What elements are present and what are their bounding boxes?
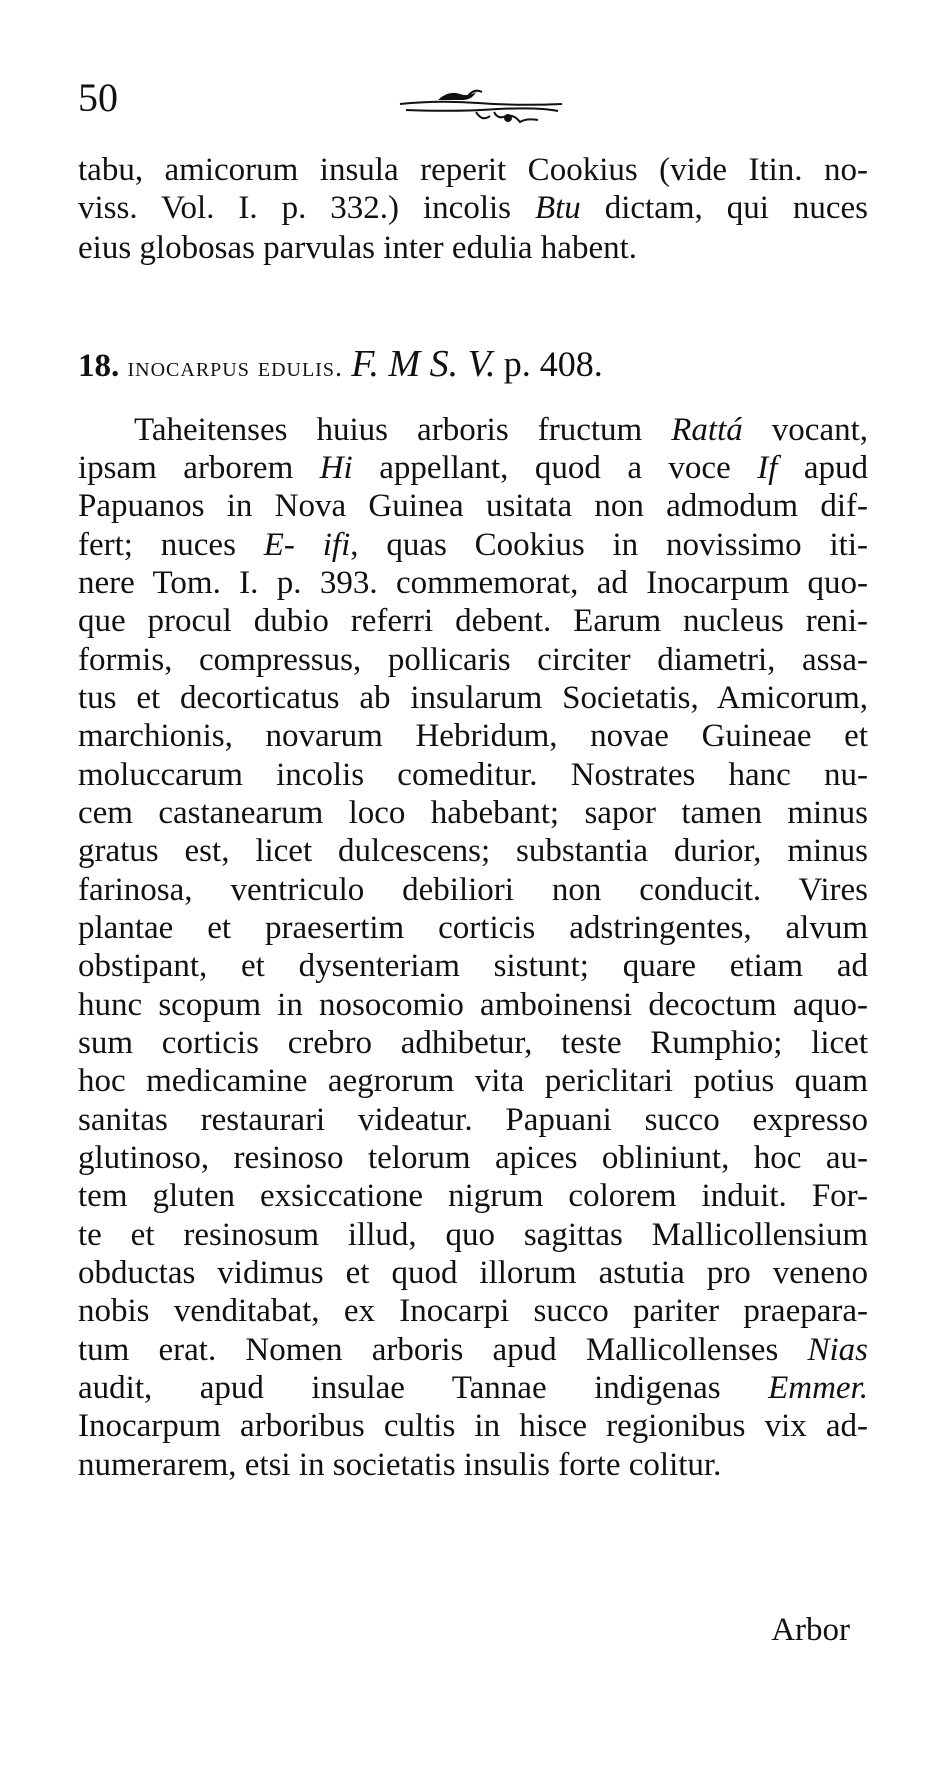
body-line: farinosa, ventriculo debiliori non conducit. Vires [78, 872, 868, 908]
body-line: numerarem, etsi in societatis insulis forte colitur. [78, 1447, 722, 1483]
body-line: que procul dubio referri debent. Earum nucleus reni- [78, 603, 868, 639]
body-line: glutinoso, resinoso telorum apices obliniunt, hoc au- [78, 1140, 868, 1176]
body-line: obductas vidimus et quod illorum astutia pro veneno [78, 1255, 868, 1291]
body-line: fert; nuces E- ifi, quas Cookius in novissimo iti- [78, 527, 868, 563]
body-line: tum erat. Nomen arboris apud Mallicollenses Nias [78, 1332, 868, 1368]
body-line: sum corticis crebro adhibetur, teste Rumphio; licet [78, 1025, 868, 1061]
species-name: inocarpus edulis. [127, 352, 343, 383]
body-line: tus et decorticatus ab insularum Societatis, Amicorum, [78, 680, 868, 716]
body-line: nobis venditabat, ex Inocarpi succo pariter praepara- [78, 1293, 868, 1329]
intro-line: eius globosas parvulas inter edulia habent. [78, 230, 638, 266]
page-number: 50 [78, 75, 118, 120]
body-line: hoc medicamine aegrorum vita periclitari potius quam [78, 1063, 868, 1099]
body-line: tem gluten exsiccatione nigrum colorem induit. For- [78, 1178, 868, 1214]
body-line: audit, apud insulae Tannae indigenas Emmer. [78, 1370, 868, 1406]
body-line: gratus est, licet dulcescens; substantia durior, minus [78, 833, 868, 869]
source-page-ref: p. 408. [503, 344, 603, 384]
body-line: nere Tom. I. p. 393. commemorat, ad Inocarpum quo- [78, 565, 868, 601]
species-number: 18. [78, 348, 120, 384]
body-line: hunc scopum in nosocomio amboinensi decoctum aquo- [78, 987, 868, 1023]
intro-line: tabu, amicorum insula reperit Cookius (vide Itin. no- [78, 152, 868, 188]
body-line: sanitas restaurari videatur. Papuani succo expresso [78, 1102, 868, 1138]
body-line: marchionis, novarum Hebridum, novae Guineae et [78, 718, 868, 754]
body-line: formis, compressus, pollicaris circiter diametri, assa- [78, 642, 868, 678]
body-line: Taheitenses huius arboris fructum Rattá vocant, [134, 412, 869, 448]
body-line: plantae et praesertim corticis adstringentes, alvum [78, 910, 868, 946]
body-line: ipsam arborem Hi appellant, quod a voce If apud [78, 450, 868, 486]
catchword: Arbor [771, 1612, 850, 1648]
source-abbreviation: F. M S. V. [351, 343, 496, 385]
body-line: Papuanos in Nova Guinea usitata non admodum dif- [78, 488, 868, 524]
body-line: cem castanearum loco habebant; sapor tamen minus [78, 795, 868, 831]
body-line: Inocarpum arboribus cultis in hisce regionibus vix ad- [78, 1408, 868, 1444]
body-line: te et resinosum illud, quo sagittas Mallicollensium [78, 1217, 868, 1253]
species-heading [78, 344, 758, 388]
body-line: obstipant, et dysenteriam sistunt; quare etiam ad [78, 948, 868, 984]
intro-line: viss. Vol. I. p. 332.) incolis Btu dictam, qui nuces [78, 190, 868, 226]
printer-ornament-rule-icon [398, 82, 564, 128]
body-line: moluccarum incolis comeditur. Nostrates hanc nu- [78, 757, 868, 793]
